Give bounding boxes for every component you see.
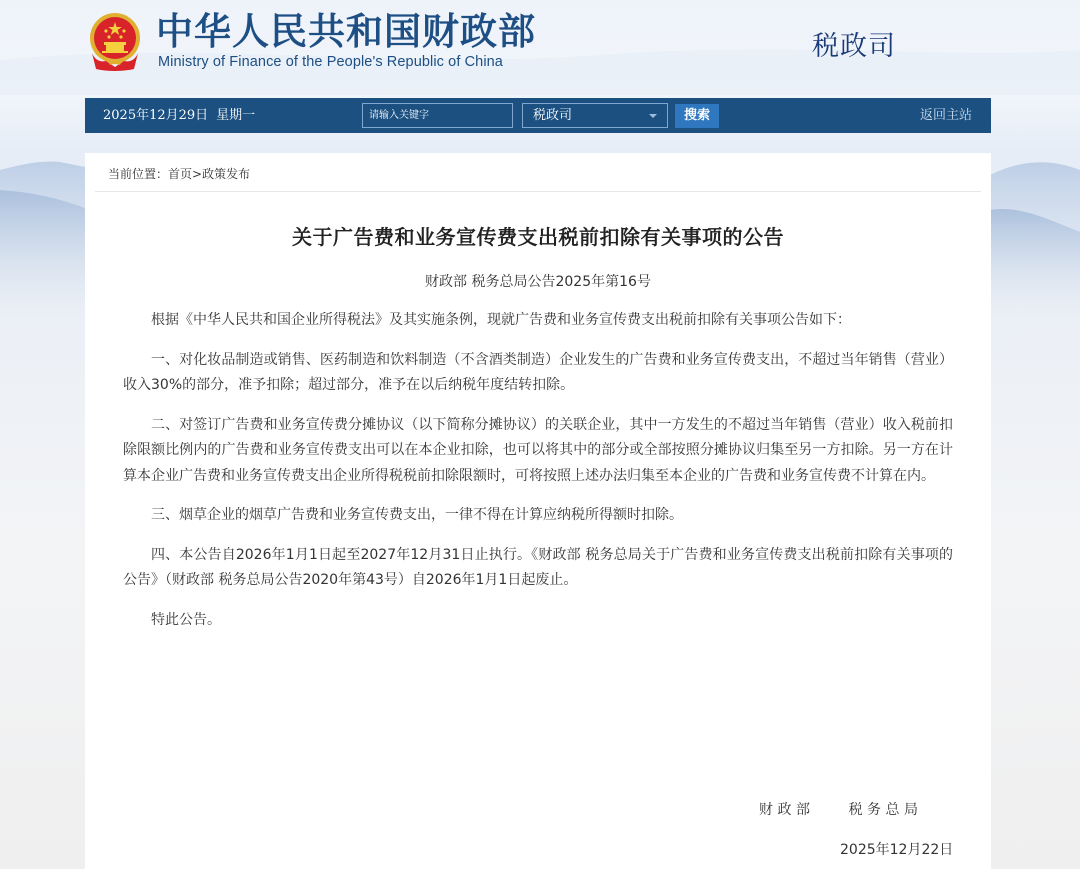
search-button[interactable]: 搜索 [675,104,719,128]
scope-selected-value: 税政司 [533,108,573,123]
top-navbar [85,98,991,133]
breadcrumb [108,165,250,182]
paragraph-4: 四、本公告自2026年1月1日起至2027年12月31日止执行。《财政部 税务总局关于广告费和业务宣传费支出税前扣除有关事项的公告》（财政部 税务总局公告2020年第43号）自2026年1月1日起废止。 [123,546,953,588]
back-to-main-site-link[interactable]: 返回主站 [919,108,972,123]
current-date [103,98,255,133]
date-text: 2025年12月29日 [103,108,209,123]
breadcrumb-section-link[interactable]: 政策发布 [202,167,251,181]
paragraph-intro: 根据《中华人民共和国企业所得税法》及其实施条例，现就广告费和业务宣传费支出税前扣除有关事项公告如下： [151,312,851,328]
chevron-down-icon [649,114,657,118]
site-header [0,0,1080,95]
paragraph-3: 三、烟草企业的烟草广告费和业务宣传费支出，一律不得在计算应纳税所得额时扣除。 [151,507,683,523]
article-panel [85,153,991,869]
paragraph-closing: 特此公告。 [151,611,221,628]
breadcrumb-home-link[interactable]: 首页 [168,167,193,181]
search-input[interactable] [362,103,513,128]
document-number: 财政部 税务总局公告2025年第16号 [425,274,651,290]
document-date: 2025年12月22日 [840,842,954,858]
breadcrumb-divider [95,191,981,192]
breadcrumb-prefix: 当前位置： [108,167,169,181]
breadcrumb-separator: > [192,167,203,181]
signatory-mof: 财政部 [759,802,815,818]
paragraph-1: 一、对化妆品制造或销售、医药制造和饮料制造（不含酒类制造）企业发生的广告费和业务宣传费支出，不超过当年销售（营业）收入30%的部分，准予扣除；超过部分，准予在以后纳税年度结转扣除。 [123,351,953,393]
national-emblem-icon[interactable] [86,11,144,73]
document-title: 关于广告费和业务宣传费支出税前扣除有关事项的公告 [292,225,784,249]
search-scope-select[interactable] [522,103,668,128]
department-title: 税政司 [812,31,896,62]
signatories [759,799,923,819]
site-logo-english[interactable]: Ministry of Finance of the People's Republic of China [158,54,503,70]
site-logo-chinese[interactable]: 中华人民共和国财政部 [156,10,536,53]
paragraph-2: 二、对签订广告费和业务宣传费分摊协议（以下简称分摊协议）的关联企业，其中一方发生的不超过当年销售（营业）收入税前扣除限额比例内的广告费和业务宣传费支出可以在本企业扣除，也可以将其中的部分或全部按照分摊协议归集至另一方扣除。另一方在计算本企业广告费和业务宣传费支出企业所得税税前扣除限额时，可将按照上述办法归集至本企业的广告费和业务宣传费不计算在内。 [123,416,953,484]
signatory-sta: 税务总局 [848,802,923,818]
document-body [123,308,953,647]
weekday-text: 星期一 [216,108,256,123]
